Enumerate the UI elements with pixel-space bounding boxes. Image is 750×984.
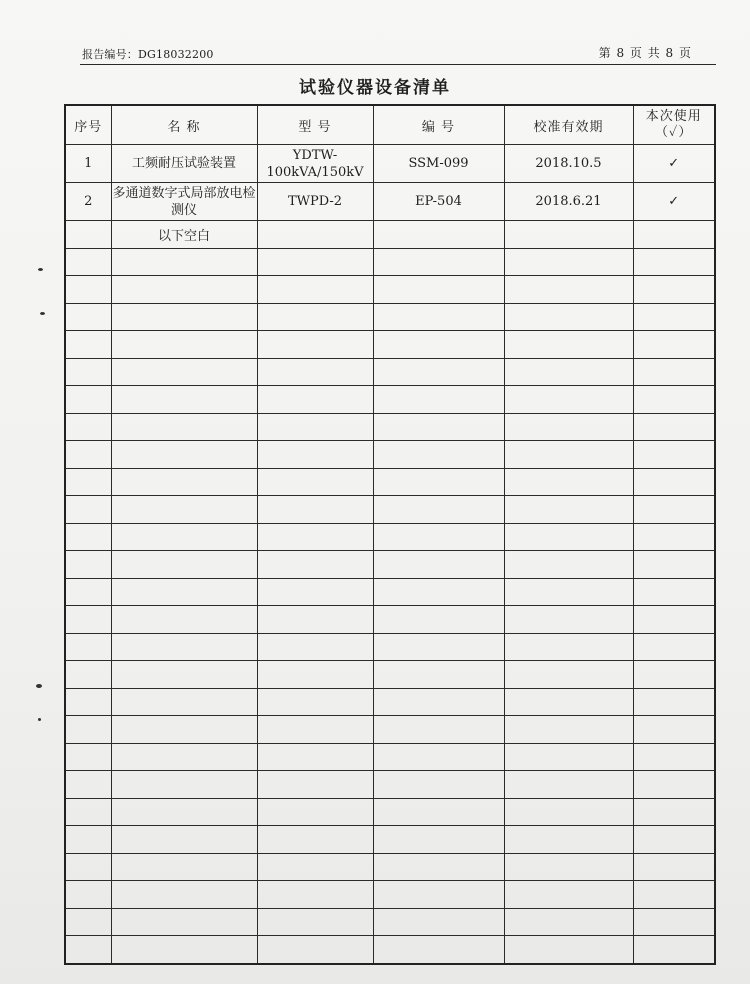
empty-cell (111, 826, 257, 854)
empty-cell (633, 578, 715, 606)
table-row (65, 145, 715, 183)
empty-cell (111, 468, 257, 496)
empty-cell (633, 826, 715, 854)
empty-row (65, 248, 715, 276)
empty-cell (257, 688, 373, 716)
empty-cell (257, 853, 373, 881)
header-number: 编 号 (373, 105, 504, 145)
empty-cell (257, 386, 373, 414)
cell-number: SSM-099 (373, 145, 504, 183)
empty-cell (504, 908, 633, 936)
equipment-table (64, 104, 716, 965)
empty-cell (65, 276, 111, 304)
table-row (65, 221, 715, 249)
empty-cell (373, 276, 504, 304)
empty-cell (504, 881, 633, 909)
empty-cell (504, 386, 633, 414)
empty-cell (111, 303, 257, 331)
empty-cell (257, 743, 373, 771)
empty-row (65, 826, 715, 854)
empty-row (65, 578, 715, 606)
empty-cell (504, 248, 633, 276)
empty-cell (257, 496, 373, 524)
empty-cell (257, 441, 373, 469)
empty-cell (111, 496, 257, 524)
header-used (633, 105, 715, 145)
empty-cell (257, 881, 373, 909)
empty-row (65, 441, 715, 469)
empty-cell (111, 798, 257, 826)
empty-cell (257, 771, 373, 799)
cell-name: 工频耐压试验装置 (111, 145, 257, 183)
empty-cell (257, 633, 373, 661)
header-used-line1: 本次使用 (645, 109, 702, 124)
empty-cell (65, 633, 111, 661)
empty-cell (257, 331, 373, 359)
table-row (65, 183, 715, 221)
empty-cell (504, 633, 633, 661)
empty-cell (111, 606, 257, 634)
header-divider (80, 64, 716, 65)
empty-cell (504, 661, 633, 689)
empty-cell (373, 468, 504, 496)
checkmark-icon: ✓ (633, 145, 715, 183)
empty-cell (633, 771, 715, 799)
empty-cell (257, 908, 373, 936)
empty-cell (65, 936, 111, 964)
empty-cell (373, 798, 504, 826)
empty-cell (111, 551, 257, 579)
empty-cell (504, 688, 633, 716)
empty-row (65, 523, 715, 551)
empty-row (65, 413, 715, 441)
empty-cell (65, 688, 111, 716)
empty-cell (257, 578, 373, 606)
empty-cell (373, 853, 504, 881)
empty-row (65, 908, 715, 936)
empty-cell (65, 468, 111, 496)
empty-cell (633, 303, 715, 331)
empty-cell (633, 661, 715, 689)
empty-cell (504, 743, 633, 771)
empty-cell (65, 551, 111, 579)
empty-cell (373, 441, 504, 469)
empty-cell (111, 523, 257, 551)
cell-name: 多通道数字式局部放电检测仪 (111, 183, 257, 221)
empty-cell (111, 276, 257, 304)
empty-cell (111, 578, 257, 606)
empty-row (65, 798, 715, 826)
empty-cell (633, 386, 715, 414)
empty-row (65, 881, 715, 909)
empty-cell (257, 413, 373, 441)
empty-cell (257, 248, 373, 276)
empty-row (65, 688, 715, 716)
empty-cell (257, 798, 373, 826)
empty-cell (504, 826, 633, 854)
cell-seq (65, 221, 111, 249)
empty-cell (65, 303, 111, 331)
empty-cell (257, 358, 373, 386)
empty-cell (373, 716, 504, 744)
empty-row (65, 496, 715, 524)
empty-cell (633, 523, 715, 551)
empty-cell (111, 386, 257, 414)
empty-cell (504, 853, 633, 881)
empty-cell (373, 551, 504, 579)
cell-calibration: 2018.10.5 (504, 145, 633, 183)
empty-cell (65, 578, 111, 606)
empty-cell (373, 578, 504, 606)
empty-cell (633, 441, 715, 469)
empty-cell (504, 496, 633, 524)
cell-seq: 2 (65, 183, 111, 221)
empty-cell (65, 826, 111, 854)
empty-cell (504, 523, 633, 551)
empty-cell (257, 468, 373, 496)
empty-row (65, 386, 715, 414)
empty-cell (504, 606, 633, 634)
empty-cell (373, 303, 504, 331)
empty-cell (257, 523, 373, 551)
empty-row (65, 936, 715, 964)
empty-cell (65, 358, 111, 386)
empty-row (65, 358, 715, 386)
header-model: 型 号 (257, 105, 373, 145)
empty-cell (373, 606, 504, 634)
empty-cell (65, 496, 111, 524)
page-title: 试验仪器设备清单 (299, 78, 451, 98)
header-used-line2: （✓） (655, 125, 693, 140)
empty-cell (504, 276, 633, 304)
empty-cell (504, 331, 633, 359)
empty-cell (257, 716, 373, 744)
empty-cell (504, 936, 633, 964)
empty-cell (65, 716, 111, 744)
empty-cell (504, 441, 633, 469)
report-number: 报告编号：DG18032200 (82, 48, 214, 61)
empty-cell (65, 441, 111, 469)
end-note: 以下空白 (111, 221, 257, 249)
empty-cell (111, 853, 257, 881)
table-body (65, 145, 715, 964)
empty-cell (373, 248, 504, 276)
empty-cell (111, 413, 257, 441)
empty-cell (65, 661, 111, 689)
empty-cell (373, 826, 504, 854)
empty-cell (111, 661, 257, 689)
empty-cell (65, 606, 111, 634)
empty-cell (257, 826, 373, 854)
empty-cell (111, 688, 257, 716)
empty-cell (504, 303, 633, 331)
empty-cell (504, 413, 633, 441)
empty-cell (373, 743, 504, 771)
header-name: 名 称 (111, 105, 257, 145)
empty-cell (257, 551, 373, 579)
empty-cell (633, 853, 715, 881)
empty-cell (111, 908, 257, 936)
empty-cell (65, 853, 111, 881)
empty-cell (633, 881, 715, 909)
empty-cell (65, 743, 111, 771)
empty-cell (633, 331, 715, 359)
empty-cell (633, 688, 715, 716)
empty-cell (111, 881, 257, 909)
empty-cell (504, 716, 633, 744)
empty-cell (373, 633, 504, 661)
checkmark-icon: ✓ (633, 183, 715, 221)
empty-cell (373, 936, 504, 964)
empty-cell (257, 661, 373, 689)
empty-cell (373, 688, 504, 716)
empty-cell (65, 908, 111, 936)
header-seq: 序号 (65, 105, 111, 145)
empty-row (65, 551, 715, 579)
empty-cell (504, 578, 633, 606)
empty-cell (65, 331, 111, 359)
empty-cell (111, 248, 257, 276)
empty-cell (111, 331, 257, 359)
empty-cell (633, 908, 715, 936)
empty-cell (373, 358, 504, 386)
empty-cell (633, 413, 715, 441)
empty-cell (65, 881, 111, 909)
empty-cell (633, 633, 715, 661)
empty-cell (257, 303, 373, 331)
cell-seq: 1 (65, 145, 111, 183)
empty-cell (373, 908, 504, 936)
empty-cell (373, 771, 504, 799)
empty-row (65, 276, 715, 304)
cell-model: YDTW-100kVA/150kV (257, 145, 373, 183)
empty-cell (504, 771, 633, 799)
empty-cell (373, 386, 504, 414)
header-calibration: 校准有效期 (504, 105, 633, 145)
empty-cell (633, 276, 715, 304)
empty-row (65, 303, 715, 331)
empty-cell (65, 798, 111, 826)
empty-cell (257, 606, 373, 634)
empty-cell (633, 716, 715, 744)
cell-model: TWPD-2 (257, 183, 373, 221)
empty-cell (373, 413, 504, 441)
empty-cell (633, 936, 715, 964)
empty-cell (257, 276, 373, 304)
empty-cell (65, 523, 111, 551)
empty-cell (373, 881, 504, 909)
empty-cell (65, 771, 111, 799)
empty-row (65, 633, 715, 661)
empty-row (65, 606, 715, 634)
empty-cell (504, 551, 633, 579)
empty-cell (633, 496, 715, 524)
empty-cell (65, 248, 111, 276)
empty-cell (504, 358, 633, 386)
empty-cell (111, 936, 257, 964)
empty-cell (65, 413, 111, 441)
empty-cell (373, 661, 504, 689)
empty-row (65, 331, 715, 359)
empty-cell (111, 771, 257, 799)
empty-cell (65, 386, 111, 414)
empty-cell (633, 248, 715, 276)
page-indicator: 第 8 页 共 8 页 (598, 46, 692, 60)
empty-row (65, 716, 715, 744)
empty-cell (633, 358, 715, 386)
empty-row (65, 853, 715, 881)
empty-cell (633, 551, 715, 579)
empty-row (65, 743, 715, 771)
empty-row (65, 661, 715, 689)
empty-cell (373, 523, 504, 551)
empty-cell (111, 441, 257, 469)
empty-cell (257, 936, 373, 964)
empty-cell (111, 743, 257, 771)
empty-cell (111, 716, 257, 744)
cell-number: EP-504 (373, 183, 504, 221)
empty-cell (633, 743, 715, 771)
empty-cell (373, 331, 504, 359)
empty-row (65, 468, 715, 496)
table-header-row (65, 105, 715, 145)
empty-cell (633, 606, 715, 634)
cell-calibration: 2018.6.21 (504, 183, 633, 221)
empty-cell (504, 798, 633, 826)
empty-row (65, 771, 715, 799)
empty-cell (633, 468, 715, 496)
empty-cell (111, 358, 257, 386)
empty-cell (111, 633, 257, 661)
empty-cell (633, 798, 715, 826)
empty-cell (373, 496, 504, 524)
empty-cell (504, 468, 633, 496)
